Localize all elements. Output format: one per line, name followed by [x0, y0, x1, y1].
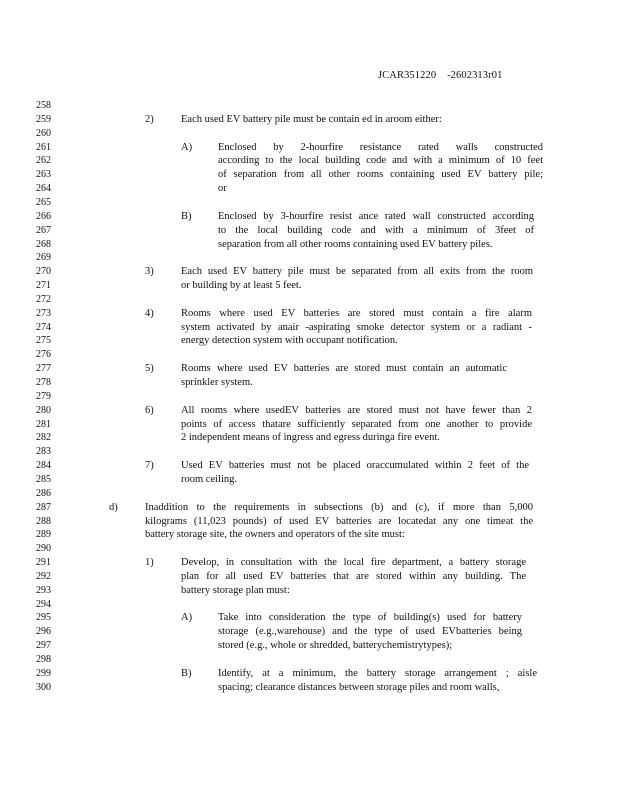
- text-line: Rooms where used EV batteries are stored must contain a fire alarm: [181, 307, 532, 319]
- line-number: 286: [36, 487, 51, 499]
- line-number: 263: [36, 169, 51, 181]
- list-item-label: A): [181, 141, 193, 153]
- list-item-label: 1): [145, 557, 154, 569]
- text-line: of separation from all other rooms containing used EV battery pile;: [218, 169, 543, 181]
- text-line: according to the local building code and with a minimum of 10 feet: [218, 155, 543, 167]
- line-number: 290: [36, 543, 51, 555]
- text-line: Take into consideration the type of building(s) used for battery: [218, 612, 522, 624]
- text-line: Identify, at a minimum, the battery storage arrangement ; aisle: [218, 667, 537, 679]
- line-number: 288: [36, 515, 51, 527]
- text-line: Enclosed by 2-hourfire resistance rated walls constructed: [218, 141, 543, 153]
- text-line: battery storage plan must:: [181, 584, 290, 596]
- line-number: 262: [36, 155, 51, 167]
- list-item-label: 5): [145, 363, 154, 375]
- line-number: 264: [36, 183, 51, 195]
- line-number: 285: [36, 473, 51, 485]
- line-number: 272: [36, 293, 51, 305]
- text-line: stored (e.g., whole or shredded, batterychemistrytypes);: [218, 640, 453, 652]
- text-line: 2 independent means of ingress and egress duringa fire event.: [181, 432, 440, 444]
- list-item-label: A): [181, 612, 193, 624]
- text-line: or building by at least 5 feet.: [181, 280, 302, 292]
- line-number: 293: [36, 584, 51, 596]
- line-number: 298: [36, 654, 51, 665]
- line-number: 277: [36, 363, 51, 375]
- list-item-label: 6): [145, 404, 154, 416]
- line-number: 276: [36, 349, 51, 361]
- line-number: 282: [36, 432, 51, 444]
- line-number: 268: [36, 238, 51, 250]
- list-item-label: 2): [145, 113, 154, 125]
- text-line: system activated by anair -aspirating smoke detector system or a radiant -: [181, 321, 532, 333]
- line-number: 271: [36, 280, 51, 292]
- line-number: 280: [36, 404, 51, 416]
- text-line: Inaddition to the requirements in subsections (b) and (c), if more than 5,000: [145, 501, 533, 513]
- text-line: Used EV batteries must not be placed oraccumulated within 2 feet of the: [181, 460, 529, 472]
- line-number: 267: [36, 224, 51, 236]
- list-item-label: 7): [145, 460, 154, 472]
- text-line: spacing; clearance distances between storage piles and room walls,: [218, 681, 500, 693]
- text-line: Rooms where used EV batteries are stored must contain an automatic: [181, 363, 507, 375]
- text-line: room ceiling.: [181, 473, 237, 485]
- line-number: 297: [36, 640, 51, 652]
- line-number: 296: [36, 626, 51, 638]
- line-number: 289: [36, 529, 51, 541]
- line-number: 278: [36, 377, 51, 388]
- line-number: 281: [36, 418, 51, 430]
- text-line: Each used EV battery pile must be separated from all exits from the room: [181, 266, 533, 278]
- text-line: Enclosed by 3-hourfire resist ance rated wall constructed according: [218, 210, 534, 222]
- line-number: 259: [36, 113, 51, 125]
- line-number: 287: [36, 501, 51, 513]
- line-number: 266: [36, 210, 51, 222]
- line-number: 260: [36, 127, 51, 139]
- line-number: 292: [36, 570, 51, 582]
- line-number: 265: [36, 196, 51, 208]
- line-number: 273: [36, 307, 51, 319]
- list-item-label: B): [181, 210, 192, 222]
- line-number: 269: [36, 252, 51, 264]
- text-line: separation from all other rooms containing used EV battery piles.: [218, 238, 493, 250]
- text-line: points of access thatare sufficiently separated from one another to provide: [181, 418, 532, 430]
- text-line: Develop, in consultation with the local fire department, a battery storage: [181, 557, 526, 569]
- text-line: battery storage site, the owners and operators of the site must:: [145, 529, 405, 541]
- list-item-label: 4): [145, 307, 154, 319]
- line-number: 261: [36, 141, 51, 153]
- line-number: 299: [36, 667, 51, 679]
- text-line: kilograms (11,023 pounds) of used EV batteries are locatedat any one timeat the: [145, 515, 533, 527]
- text-line: or: [218, 183, 227, 195]
- line-number: 291: [36, 557, 51, 569]
- line-number: 284: [36, 460, 51, 472]
- list-item-label: 3): [145, 266, 154, 278]
- line-number: 274: [36, 321, 51, 333]
- text-line: storage (e.g.,warehouse) and the type of used EVbatteries being: [218, 626, 522, 638]
- text-line: All rooms where usedEV batteries are stored must not have fewer than 2: [181, 404, 532, 416]
- document-id-header: JCAR351220 -2602313r01: [378, 70, 503, 81]
- line-number: 283: [36, 446, 51, 458]
- line-number: 294: [36, 598, 51, 610]
- line-number: 270: [36, 266, 51, 278]
- line-number: 275: [36, 335, 51, 347]
- text-line: energy detection system with occupant notification.: [181, 335, 398, 347]
- text-line: sprinkler system.: [181, 377, 253, 388]
- text-line: Each used EV battery pile must be contain ed in aroom either:: [181, 113, 442, 125]
- text-line: to the local building code and with a minimum of 3feet of: [218, 224, 534, 236]
- line-number: 258: [36, 100, 51, 111]
- line-number: 279: [36, 390, 51, 402]
- list-item-label: d): [109, 501, 118, 513]
- list-item-label: B): [181, 667, 192, 679]
- line-number: 295: [36, 612, 51, 624]
- line-number: 300: [36, 681, 51, 693]
- text-line: plan for all used EV batteries that are stored within any building. The: [181, 570, 526, 582]
